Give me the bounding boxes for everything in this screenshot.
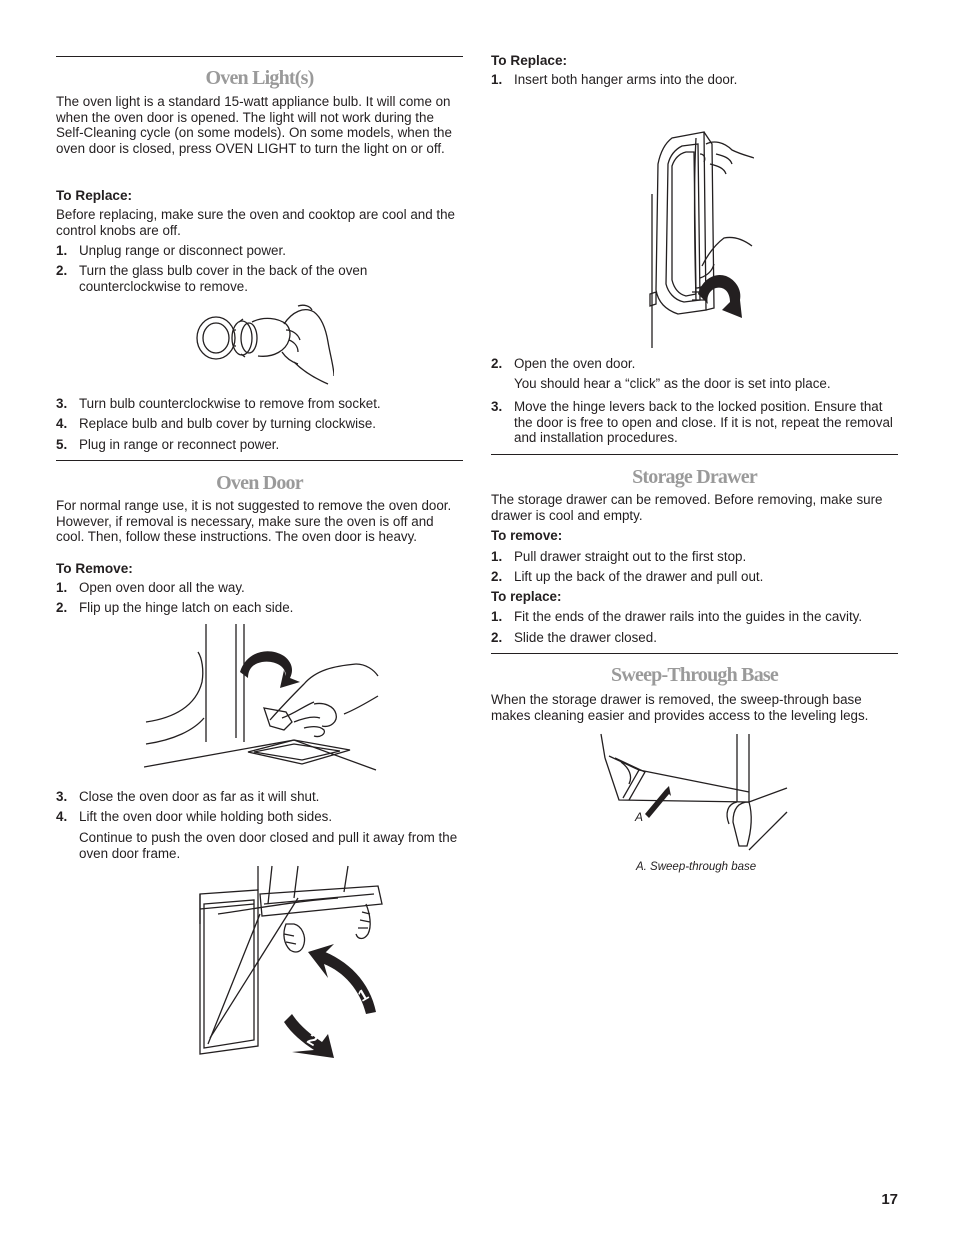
step-note: Continue to push the oven door closed and pull it away from the oven door frame.: [79, 830, 458, 861]
step-label-1: 1: [355, 986, 372, 1006]
list-item: 1. Unplug range or disconnect power.: [56, 243, 286, 258]
door-removal-illustration: [198, 864, 383, 1058]
list-item: 3. Close the oven door as far as it will shut.: [56, 789, 320, 804]
list-item: 5. Plug in range or reconnect power.: [56, 437, 280, 452]
oven-light-heading: Oven Light(s): [205, 67, 314, 89]
step-note: You should hear a “click” as the door is set into place.: [514, 376, 831, 391]
list-item: 1. Fit the ends of the drawer rails into the guides in the cavity.: [491, 609, 863, 624]
list-item: 1. Pull drawer straight out to the first stop.: [491, 549, 747, 564]
section-rule: [491, 653, 898, 654]
list-item: 4. Replace bulb and bulb cover by turning clockwise.: [56, 416, 376, 431]
hinge-latch-illustration: [144, 622, 379, 772]
section-rule: [56, 56, 463, 57]
list-item: 2. Turn the glass bulb cover in the back of the oven counterclockwise to remove.: [56, 263, 368, 294]
oven-light-replace-intro: Before replacing, make sure the oven and cooktop are cool and the control knobs are off.: [56, 207, 455, 238]
step-label-2: 2: [304, 1030, 321, 1050]
door-replace-heading: To Replace:: [491, 53, 568, 68]
list-item: 2. Flip up the hinge latch on each side.: [56, 600, 294, 615]
storage-drawer-intro: The storage drawer can be removed. Before removing, make sure drawer is cool and empty.: [491, 492, 883, 523]
list-item: 3. Turn bulb counterclockwise to remove from socket.: [56, 396, 381, 411]
door-insert-illustration: [644, 104, 754, 350]
storage-drawer-heading: Storage Drawer: [632, 466, 757, 488]
list-item: 3. Move the hinge levers back to the locked position. Ensure that the door is free to open and close. If it is not, repeat the removal and installation procedures.: [491, 399, 893, 446]
list-item: 2. Open the oven door.: [491, 356, 636, 371]
oven-door-remove-heading: To Remove:: [56, 561, 133, 576]
list-item: 2. Lift up the back of the drawer and pull out.: [491, 569, 764, 584]
list-item: 4. Lift the oven door while holding both sides.: [56, 809, 333, 824]
sweep-base-heading: Sweep-Through Base: [611, 664, 778, 686]
oven-light-intro: The oven light is a standard 15-watt appliance bulb. It will come on when the oven door is opened. The light will not work during the Self-Cleaning cycle (on some models). On some models, when the oven door is closed, press OVEN LIGHT to turn the light on or off.: [56, 94, 452, 156]
oven-light-replace-heading: To Replace:: [56, 188, 133, 203]
list-item: 2. Slide the drawer closed.: [491, 630, 657, 645]
oven-door-heading: Oven Door: [216, 472, 303, 494]
oven-door-intro: For normal range use, it is not suggested to remove the oven door. However, if removal is necessary, make sure the oven is off and cool. Then, follow these instructions. The oven door is heavy.: [56, 498, 452, 545]
section-rule: [56, 460, 463, 461]
drawer-remove-heading: To remove:: [491, 528, 563, 543]
bulb-cover-illustration: [194, 302, 334, 388]
drawer-replace-heading: To replace:: [491, 589, 562, 604]
list-item: 1. Open oven door all the way.: [56, 580, 245, 595]
figure-caption: A. Sweep-through base: [636, 861, 757, 873]
sweep-base-intro: When the storage drawer is removed, the sweep-through base makes cleaning easier and provides access to the leveling legs.: [491, 692, 869, 723]
page-number: 17: [881, 1191, 898, 1208]
section-rule: [491, 454, 898, 455]
list-item: 1. Insert both hanger arms into the door.: [491, 72, 738, 87]
label-a: A: [635, 810, 644, 824]
sweep-base-illustration: [599, 732, 791, 852]
